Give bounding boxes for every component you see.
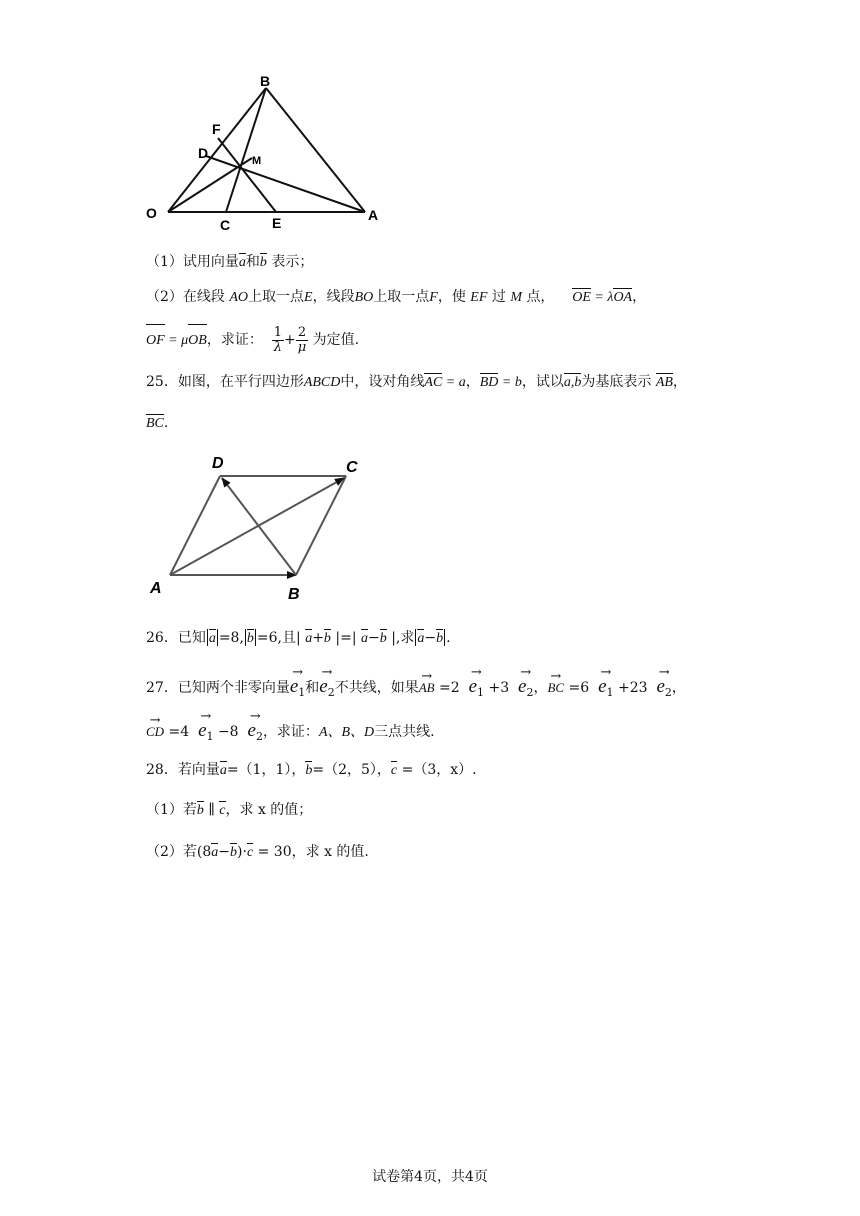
triangle-figure (140, 72, 390, 232)
basis-a-b: a,b (564, 372, 582, 394)
label-E: E (272, 215, 282, 231)
fraction-1-over-lambda: $\frac{1}{\lambda}$ (273, 324, 283, 355)
vector-OF: OF (146, 323, 165, 359)
label-B: B (288, 586, 300, 603)
label-A: A (150, 580, 162, 597)
q28-part1: （1）若b ∥ c，求 x 的值； (146, 799, 312, 822)
segment-DA (206, 156, 365, 212)
segment-OB (168, 88, 266, 212)
q25-line1: 25．如图，在平行四边形ABCD中，设对角线AC = a，BD = b，试以a,b为基底表示 AB， (146, 371, 687, 394)
label-C: C (220, 217, 231, 232)
vector-AC: AC (424, 372, 442, 394)
q26: 26．已知 a =8, b =6,且| a+b |=| a−b |,求 a−b . (146, 627, 451, 650)
segment-BA (266, 88, 365, 212)
q24-part2-line2: OF = μOB，求证： $\frac{1}{\lambda}$ + $\frac{2}{\mu}$ 为定值. (146, 322, 359, 358)
label-C: C (346, 459, 358, 476)
label-D: D (198, 145, 209, 161)
q24-part1: （1）试用向量a和b 表示； (146, 251, 313, 274)
vector-BD: BD (480, 372, 499, 394)
segment-BC (226, 88, 266, 212)
label-O: O (146, 205, 157, 221)
q28-part2: （2）若(8a−b)·c = 30，求 x 的值. (146, 841, 369, 864)
vector-OB: OB (188, 323, 207, 359)
q27-line2: → CD =4 → $e_1 -8$ → $e_2$，求证：A、B、D三点共线. (146, 709, 435, 743)
label-F: F (212, 121, 221, 137)
label-A: A (368, 207, 379, 223)
vector-arrow-AC (170, 478, 344, 575)
vector-BC: BC (146, 413, 164, 435)
parallelogram-figure (146, 448, 376, 608)
page-footer: 试卷第4页，共4页 (372, 1169, 488, 1185)
label-M: M (252, 155, 262, 167)
vector-arrow-BD (222, 478, 296, 575)
vector-AB: AB (656, 372, 673, 394)
q27-line1: 27．已知两个非零向量 → $e_1$和 → $e_2$不共线，如果 → AB =2 → $e_1 +3$ → $e_2$， → BC =6 → $e_1 +23$ → $e_2$， (146, 665, 686, 699)
q25-line2: BC. (146, 412, 168, 435)
vector-OA: OA (613, 287, 632, 309)
fraction-2-over-mu: $\frac{2}{\mu}$ (297, 324, 307, 355)
vector-b: b (260, 252, 267, 274)
label-B: B (260, 73, 271, 89)
q24-part2-line1: （2）在线段 AO上取一点E，线段BO上取一点F，使 EF 过 M 点， OE = λOA， (146, 286, 646, 309)
vector-OE: OE (572, 287, 591, 309)
label-D: D (212, 455, 224, 472)
q28-line1: 28．若向量a=（1，1），b=（2，5），c =（3，x）. (146, 759, 477, 782)
vector-a: a (239, 252, 246, 274)
